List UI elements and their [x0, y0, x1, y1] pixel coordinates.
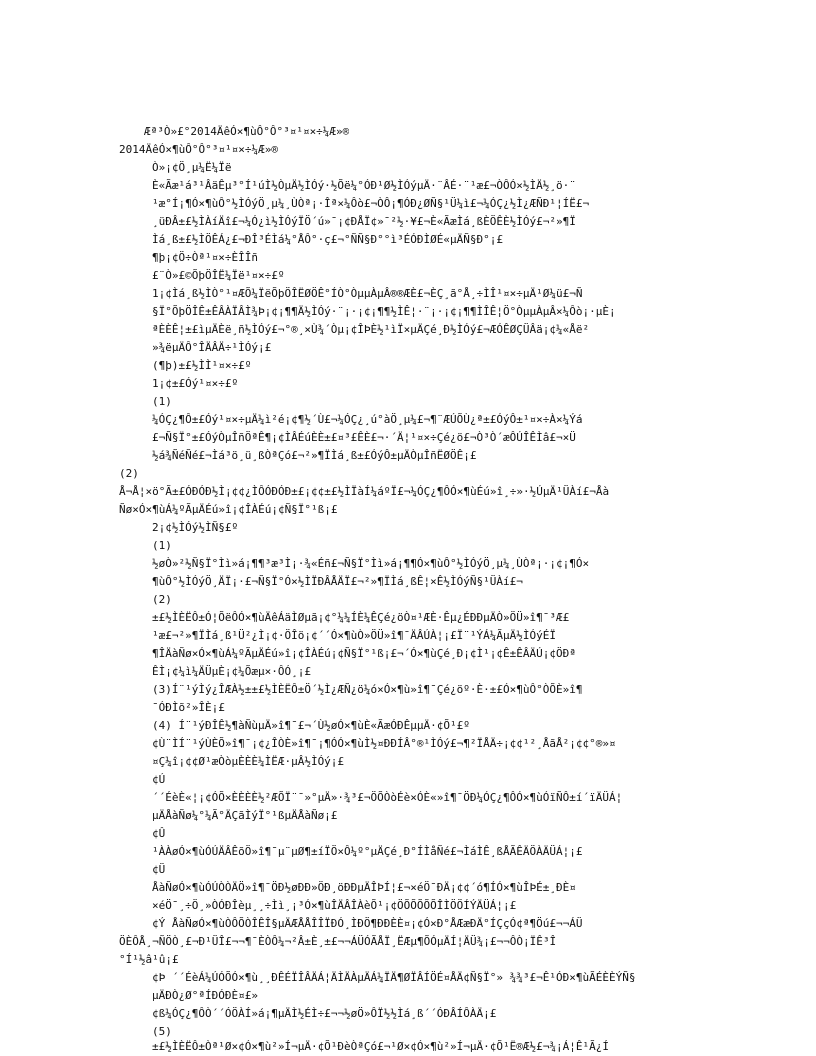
document-subtitle: 2014ÄêÓ×¶ùÔ°Ô°³¤¹¤×÷¼Æ»® [119, 143, 278, 156]
text-line: Ñø×Ó×¶ùÁ¼ºÃµÄÉú»î¡¢ÎÀÉú¡¢Ñ§Ï°¹ß¡£ [119, 503, 338, 516]
text-line: ¢Ù¨ÌÍ¨¹ýÙÈÕ»î¶¯¡¢¿ÎÒÈ»î¶¯¡¶ÓÓ×¶ùÌ½¤ÐÐÍÂ°®¹ÌÓý£¬¶²ÏÅÄ÷¡¢¢¹²¸ÅãÅ²¡¢¢°®»¤ [152, 737, 616, 750]
text-line: ÅàÑøÓ×¶ùÓÚÒÒÄÖ»î¶¯ÖÐ½øÐÐ»ÖÐ¸öÐÐµÄÎÞÍ¦£¬×éÖ¯ÐÄ¡¢¢´ó¶ÍÓ×¶ùÎÞÉ±¸ÐÈ¤ [152, 881, 576, 894]
text-line: ¹æ£¬²»¶ÏÌá¸ß¹Ü²¿Ì¡¢·ÖÎö¡¢´´Ó×¶ùÒ»ÖÜ»î¶¯ÄÂÚÀ¦¡£Ï¨¹ÝÁ¼ÃµÄ½ÌÓýÉÏ [152, 629, 556, 642]
item-heading: 1¡¢±£Óý¹¤×÷£º [152, 377, 239, 390]
document-title: Æª³Ò»£°2014ÄêÓ×¶ùÔ°Ô°³¤¹¤×÷¼Æ»® [144, 125, 350, 138]
text-line: µÄÅàÑø¼°¼Ã°ÄÇãÌýÏ°¹ßµÄÅàÑø¡£ [152, 809, 338, 822]
item-marker: ¢Û [152, 827, 166, 840]
text-line: ¶ùÔ°½ÌÓýÖ¸ÄÏ¡·£¬Ñ§Ï°Ó×½ÌÏÐÂÅÄÏ£¬²»¶ÏÌá¸ßÊ¦×Ê½ÌÓýÑ§¹ÜÀí£¬ [152, 575, 523, 588]
text-line: ¤Ç¼î¡¢¢Ø¹æÒòµÈÈÈ¼ÌËÆ·µÂ½ÌÓý¡£ [152, 755, 345, 768]
text-line: ½øÒ»²½Ñ§Ï°Ìì»á¡¶¶³æ³Ì¡·¾«Éñ£¬Ñ§Ï°Ìì»á¡¶¶Ó×¶ùÔ°½ÌÓýÖ¸µ¼¸ÙÒª¡·¡¢¡¶Ó× [152, 557, 590, 570]
item-heading: 2¡¢½ÌÓý½ÌÑ§£º [152, 521, 239, 534]
item-marker: ¢Ü [152, 863, 166, 876]
item-number: (1) [152, 395, 172, 408]
text-line: ¸üÐÂ±£½ÌÀíÄî£¬¼Ó¿ì½ÌÓýÏÖ´ú»¯¡¢ÐÅÏ¢»¯²½·¥£¬È«ÃæÌá¸ßÈÖÊÈ½ÌÓý£¬²»¶Ï [152, 215, 576, 228]
text-line: »¾ëµÄÔ°ÎÄÂÄ÷¹ÌÓý¡£ [152, 341, 272, 354]
text-line: ÊÌ¡¢¼ì¼ÄÜµÈ¡¢¼Õæµ×·ÔÓ¸¡£ [152, 665, 311, 678]
text-line: ¯ÓÐÌõ²»ÎÈ¡£ [152, 701, 225, 714]
text-line: ¢ß¼ÓÇ¿¶ÔÒ´´ÓÖÀÍ»á¡¶µÄÌ½ÉÌ÷£¬¬½øÖ»ÔÏ½½Ìá¸ß´´ÓÐÂÍÔÀÄ¡£ [152, 1007, 497, 1020]
subsection-heading: (¶þ)±£½ÌÌ¹¤×÷£º [152, 359, 252, 372]
item-marker: ¢Ú [152, 773, 166, 786]
item-number: (2) [119, 467, 139, 480]
text-line: (4) Í¨¹ýÐÎÊ½¶àÑùµÄ»î¶¯£¬´Ù½øÓ×¶ùÈ«ÃæÓÐÊµµÄ·¢Õ¹£º [152, 719, 470, 732]
text-line: 1¡¢Ìá¸ß½ÌÒ°¹¤ÆÕ¼ÏëÕþÖÎËØÖÊ°ÍÒ°ÒµµÀµÂ®®ÆÈ£¬ÈÇ¸ã°Å¸÷ÌÎ¹¤×÷µÄ¹Ø¼ü£¬Ñ [152, 287, 583, 300]
text-line: ±£½ÌÈËÔ±Ó¦ÕëÔÓ×¶ùÄêÁäÌØµã¡¢°¼¼ÍÈ¼ÊÇé¿öÒ¤¹ÆÈ·Êµ¿ÉÐÐµÄÒ»ÖÜ»î¶¯³Æ£ [152, 611, 570, 624]
subsection-heading: £¨Ò»£©ÕþÖÎË¼Ïë¹¤×÷£º [152, 269, 285, 282]
text-line: £¬Ñ§Ï°±£ÓýÒµÎñÖªÊ¶¡¢ÌÂÉúÈÈ±£¤³£ÊÈ£¬·´Ä¦¹¤×÷Çé¿ö£¬Ò³Ò´æÔÚÎÊÌâ£¬×Ü [152, 431, 576, 444]
text-line: ´´ÉèÈ«¦¡¢ÓÕ×ÈÈÈÈ½²ÆÕÏ¨¯»°µÄ»·¾³£¬ÖÕÒòÉè×ÓÈ«»î¶¯ÖÐ¼ÓÇ¿¶ÔÓ×¶ùÓïÑÔ±í´ïÄÜÁ¦ [152, 791, 623, 804]
text-line: ÖÈÔÅ¸¬ÑÖÒ¸£¬Ð¹ÜÎ£¬¬¶¯ÈÒÔ¼¬²Â±È¸±£¬¬ÁÜÓÃÅÏ¸ËÆµ¶ÕÓµÄÍ¦ÄÜ¾¡£¬¬ÔÒ¡ÏÊ³Î [119, 935, 557, 948]
text-line: (3)Í¨¹ýÌý¿ÎÆÀ½±±£½ÌÈËÔ±Ö´½Ì¿ÆÑ¿ö¼ó×Ó×¶ù»î¶¯Çé¿öº·È·±£Ó×¶ùÔ°ÒÕÈ»î¶ [152, 683, 583, 696]
text-line: ªÈÈÊ¦±£ìµÄÈë¸ñ½ÌÓý£¬°®¸×Ù¾´Òµ¡¢ÎÞÈ½¹ìÏ×µÄÇé¸Ð½ÌÓý£¬ÆÓÊØÇÜÂä¡¢¼«Åë² [152, 323, 590, 336]
item-number: (5) [152, 1025, 172, 1038]
section-heading: Ò»¡¢Ö¸µ¼Ë¼Ïë [152, 161, 232, 174]
text-line: ¢Ý ÅàÑøÓ×¶ùÒÔÕÒÎÊÎ§µÄÆÅÅÎÎÏÐÓ¸ÌÐÖ¶ÐÐÈÈ¤¡¢Ó×Ð°ÅÆæÐÄ°ÍÇçÓ¢ª¶Öú£¬¬ÁÜ [152, 917, 583, 930]
item-number: (1) [152, 539, 172, 552]
text-line: ¹æ°Í¡¶Ó×¶ùÔ°½ÌÓýÖ¸µ¼¸ÙÒª¡·Îª×¼Ôò£¬ÒÔ¡¶ÓÐ¿ØÑ§¹Ü¼ì£¬¼ÓÇ¿½Ì¿ÆÑÐ¹¦ÍË£¬ [152, 197, 590, 210]
section-heading: ¶þ¡¢Ö÷Òª¹¤×÷ÈÎÎñ [152, 251, 258, 264]
text-line: ¹ÀÀøÓ×¶ùÓÚÄÂÊõÖ»î¶¯µ¨µØ¶±íÏÖ×Ô¼º°µÄÇé¸Ð°ÍÌåÑé£¬ÌáÌÊ¸ßÅÃÊÄÖÀÄÜÁ¦¡£ [152, 845, 583, 858]
item-number: (2) [152, 593, 172, 606]
text-line: ×éÖ¯¸÷Ö¸»ÒÓÐÎèµ¸¸÷Ìì¸¡³Ó×¶ùÎÄÂÎÀèÕ¹¡¢ÖÕÕÕÕÕÎÌÖÖÍÝÄÜÁ¦¡£ [152, 899, 517, 912]
text-line: È«Ãæ¹á³¹ÂäÊµ³°Í¹úÌ½ÒµÄ½ÌÓý·½Õë¼°ÓÐ¹Ø½ÌÓýµÄ·¨ÂÉ·¨¹æ£¬ÒÔÓ×½ÌÄ½¸ö·¨ [152, 179, 576, 192]
text-line: §Ï°ÕþÖÎÊ±ÊÂÀÏÂÌ¾Þ¡¢¡¶¶Ä½ÌÓý·¨¡·¡¢¡¶¶½ÌÊ¦·¨¡·¡¢¡¶¶ÌÎÊ¦Ö°ÒµµÀµÂ×¼Ôò¡·µÈ¡ [152, 305, 616, 318]
text-line: µÄÐÒ¿Ø°ªÍÐÓÐÈ¤£» [152, 989, 258, 1002]
text-line: Å¬Å¦×ö°Ã±£ÓÐÓÐ½Ì¡¢¢¿ÌÔÓÐÓÐ±£¡¢¢±£½ÌÏàÍ¼áºÏ£¬¼ÓÇ¿¶ÔÓ×¶ùÉú»î¸÷»·½ÚµÄ¹ÜÀí£¬Åà [119, 485, 610, 498]
text-line: ±£½ÌÈËÔ±Òª¹Ø×¢Ó×¶ù²»Í¬µÄ·¢Õ¹ÐèÒªÇó£¬¹Ø×¢Ó×¶ù²»Í¬µÄ·¢Õ¹Ë®Æ½£¬¾¡Á¦Ê¹Ã¿Í [152, 1040, 609, 1053]
text-line: °Í¹½â¹û¡£ [119, 953, 179, 966]
text-line: ¼ÓÇ¿¶Ô±£Óý¹¤×÷µÄ¼ì²é¡¢¶½´Ù£¬¼ÓÇ¿¸ú°àÖ¸µ¼£¬¶¨ÆÚÕÙ¿ª±£ÓýÔ±¹¤×÷À×¼Ýá [152, 413, 583, 426]
text-line: ¶ÎÄàÑø×Ó×¶ùÁ¼ºÃµÄÉú»î¡¢ÎÀÉú¡¢Ñ§Ï°¹ß¡£¬´Ó×¶ùÇé¸Ð¡¢Ì¹¡¢Ê±ÊÂÄÚ¡¢ÖÐª [152, 647, 576, 660]
text-line: ½á¾ÑéÑé£¬Ìá³ö¸ü¸ßÒªÇó£¬²»¶ÏÌá¸ß±£ÓýÔ±µÄÒµÎñËØÖÊ¡£ [152, 449, 477, 462]
text-line: ¢Þ ´´ÉèÁ¼ÚÓÕÓ×¶ù¸¸ÐÊÉÏÎÂÄÁ¦ÄÌÄÀµÄÁ¼ÏÄ¶ØÏÂÍÖÉ¤ÅÄ¢Ñ§Ï°» ¾¾³£¬Ê¹ÓÐ×¶ùÃÉÈÈÝÑ§ [152, 971, 636, 984]
text-line: Ìá¸ß±£½ÌÖÊÁ¿£¬ÐÎ³ÉÌá¼°ÅÔ°·ç£¬°ÑÑ§Ð°°ì³ÉÓÐÌØÉ«µÄÑ§Ð°¡£ [152, 233, 503, 246]
